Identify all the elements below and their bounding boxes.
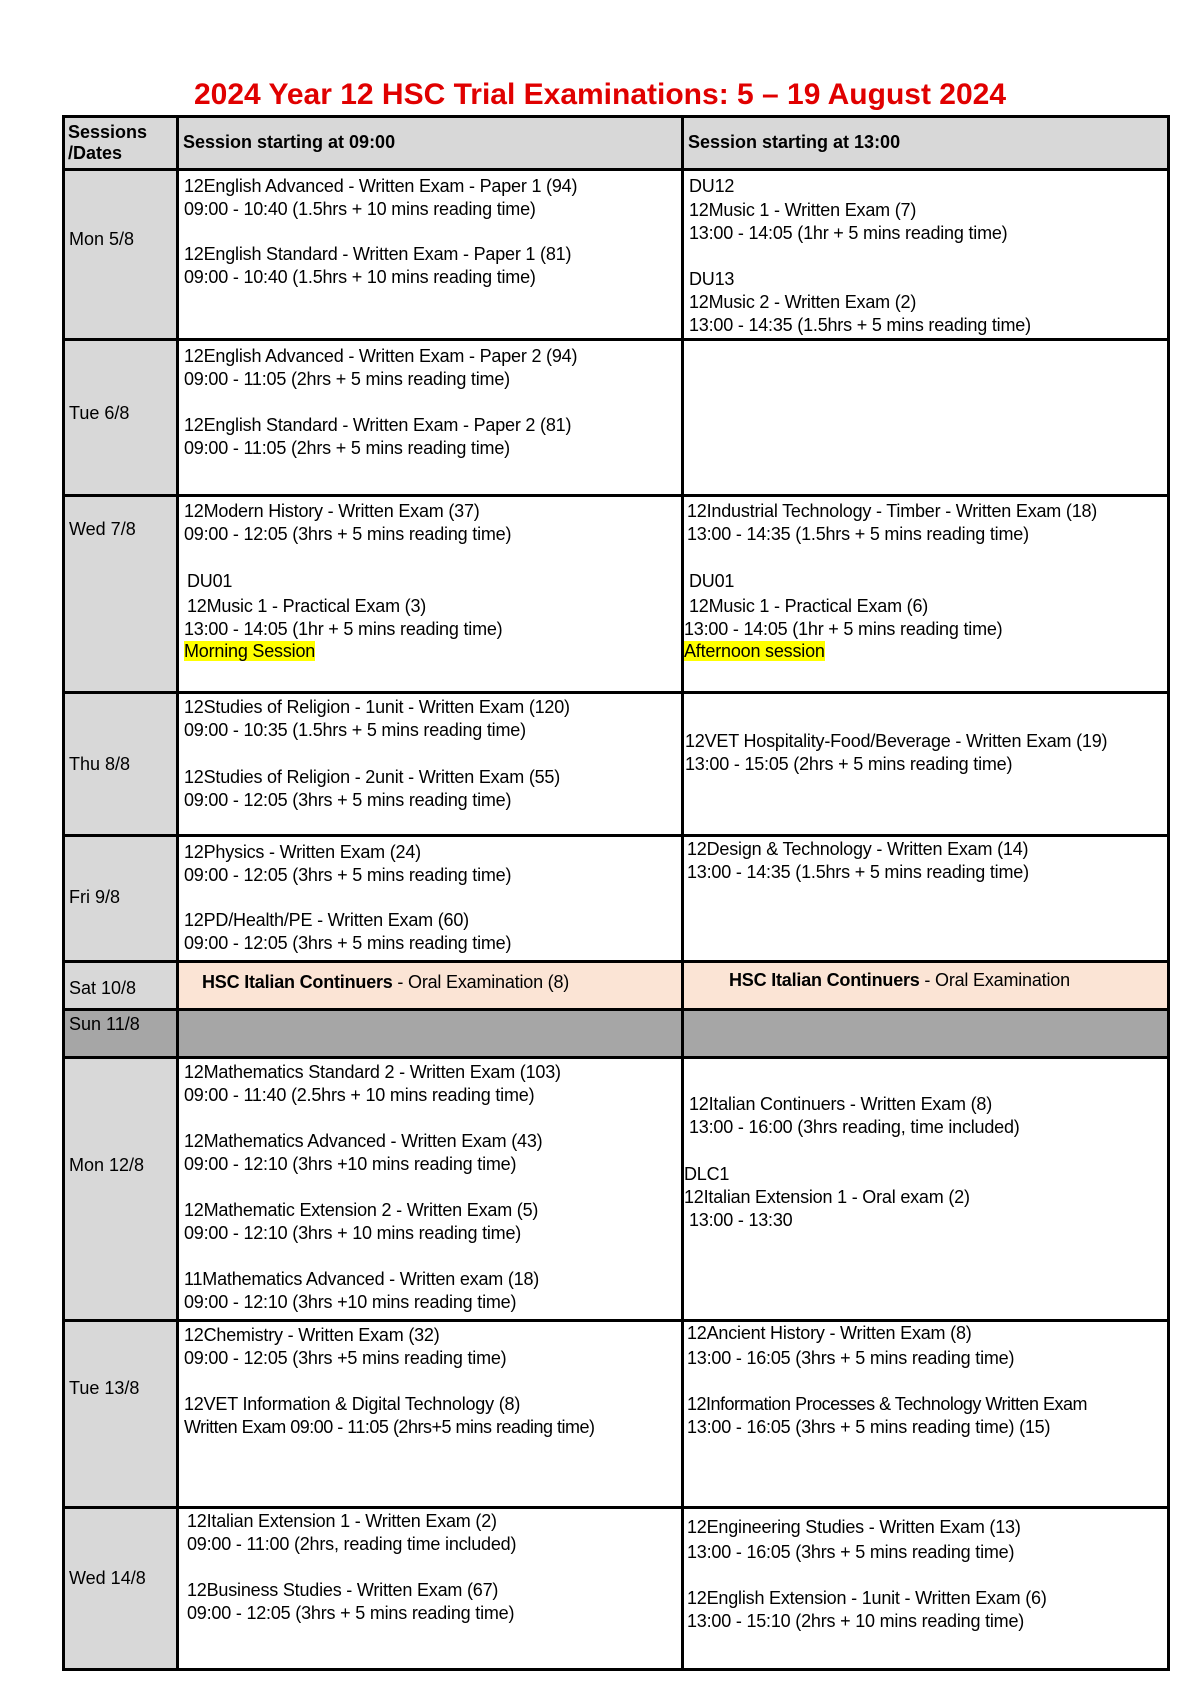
exam-line: 12Italian Extension 1 - Written Exam (2) [187,1511,497,1531]
row-date: Tue 13/8 [69,1378,140,1398]
exam-line: 13:00 - 14:05 (1hr + 5 mins reading time) [684,619,1003,639]
exam-line: 12Music 1 - Practical Exam (6) [689,596,929,616]
exam-title-bold: HSC Italian Continuers [202,972,393,992]
exam-line: 12Music 1 - Written Exam (7) [689,200,917,220]
room-code: DLC1 [684,1164,730,1184]
exam-line: 09:00 - 12:05 (3hrs + 5 mins reading time) [184,524,512,544]
exam-line: 13:00 - 14:35 (1.5hrs + 5 mins reading time) [689,315,1031,335]
header-afternoon-label: Session starting at 13:00 [688,132,901,152]
exam-line: 13:00 - 14:35 (1.5hrs + 5 mins reading time) [687,524,1029,544]
room-code: DU13 [689,269,735,289]
row-date: Tue 6/8 [69,403,130,423]
room-code: DU01 [689,571,735,591]
morning-cell [179,837,684,960]
exam-line: 13:00 - 15:10 (2hrs + 10 mins reading time) [687,1611,1025,1631]
table-row [65,171,1167,341]
exam-title-bold: HSC Italian Continuers [729,970,920,990]
room-code: DU01 [187,571,233,591]
afternoon-cell [684,837,1167,960]
exam-line: 12Italian Continuers - Written Exam (8) [689,1094,992,1114]
table-row [65,1059,1167,1322]
table-row [65,1011,1167,1059]
exam-line: 12Modern History - Written Exam (37) [184,501,480,521]
exam-line: 09:00 - 12:10 (3hrs +10 mins reading time) [184,1154,517,1174]
header-dates-line1: Sessions [68,122,148,142]
exam-line: 13:00 - 16:05 (3hrs + 5 mins reading time) [687,1348,1015,1368]
exam-line: 12Studies of Religion - 2unit - Written Exam (55) [184,767,561,787]
table-row [65,837,1167,963]
afternoon-cell [684,1011,1167,1056]
exam-line: 09:00 - 12:10 (3hrs +10 mins reading time) [184,1292,517,1312]
afternoon-cell [684,171,1167,338]
exam-line: 13:00 - 16:05 (3hrs + 5 mins reading time) [687,1542,1015,1562]
row-date: Sat 10/8 [69,978,137,998]
header-dates-cell [65,118,179,168]
exam-line: 09:00 - 10:40 (1.5hrs + 10 mins reading time) [184,199,536,219]
exam-line: 09:00 - 11:05 (2hrs + 5 mins reading time) [184,438,510,458]
header-afternoon-cell [684,118,1167,168]
morning-cell [179,694,684,834]
morning-cell [179,1322,684,1506]
morning-cell [179,341,684,494]
exam-line: 09:00 - 10:35 (1.5hrs + 5 mins reading time) [184,720,526,740]
afternoon-cell [684,497,1167,691]
table-row [65,497,1167,694]
exam-line: 09:00 - 11:05 (2hrs + 5 mins reading time) [184,369,510,389]
row-date: Thu 8/8 [69,754,131,774]
exam-line: 12Information Processes & Technology Written Exam [687,1394,1088,1414]
exam-line: 13:00 - 13:30 [689,1210,793,1230]
exam-line: 09:00 - 12:05 (3hrs + 5 mins reading time) [187,1603,515,1623]
exam-line: 13:00 - 14:05 (1hr + 5 mins reading time) [689,223,1008,243]
exam-line: 12Design & Technology - Written Exam (14) [687,839,1029,859]
page-title: 2024 Year 12 HSC Trial Examinations: 5 – 19 August 2024 [193,78,1007,111]
table-row [65,963,1167,1011]
exam-timetable [62,115,1170,1671]
row-date: Mon 5/8 [69,229,135,249]
table-header-row [65,118,1167,171]
exam-line: 13:00 - 15:05 (2hrs + 5 mins reading time) [685,754,1013,774]
exam-line: 09:00 - 12:05 (3hrs +5 mins reading time) [184,1348,507,1368]
exam-line: 13:00 - 14:05 (1hr + 5 mins reading time) [184,619,503,639]
morning-cell [179,1509,684,1668]
exam-line: 13:00 - 16:05 (3hrs + 5 mins reading time) (15) [687,1417,1051,1437]
exam-line: 12VET Hospitality-Food/Beverage - Written Exam (19) [685,731,1108,751]
morning-cell [179,1011,684,1056]
exam-line: 09:00 - 12:05 (3hrs + 5 mins reading time) [184,865,512,885]
row-date: Wed 7/8 [69,519,136,539]
exam-line: 12Chemistry - Written Exam (32) [184,1325,440,1345]
table-row [65,1322,1167,1509]
exam-line: 13:00 - 16:00 (3hrs reading, time included) [689,1117,1020,1137]
morning-cell [179,171,684,338]
row-date: Sun 11/8 [69,1014,140,1034]
exam-line: 12English Standard - Written Exam - Paper 2 (81) [184,415,572,435]
exam-line: Written Exam 09:00 - 11:05 (2hrs+5 mins reading time) [184,1417,595,1437]
exam-line: 09:00 - 12:05 (3hrs + 5 mins reading time) [184,790,512,810]
exam-line: 12Mathematics Standard 2 - Written Exam (103) [184,1062,561,1082]
exam-line: - Oral Examination (8) [392,972,570,992]
exam-line: 12Studies of Religion - 1unit - Written Exam (120) [184,697,570,717]
exam-line: 09:00 - 12:05 (3hrs + 5 mins reading time) [184,933,512,953]
afternoon-cell [684,1322,1167,1506]
exam-line: 11Mathematics Advanced - Written exam (18) [184,1269,540,1289]
exam-line: 12Music 2 - Written Exam (2) [689,292,917,312]
exam-line: 12Ancient History - Written Exam (8) [687,1323,972,1343]
header-morning-cell [179,118,684,168]
table-row [65,694,1167,837]
exam-line: 12English Advanced - Written Exam - Paper 2 (94) [184,346,578,366]
table-row [65,1509,1167,1668]
exam-line: 12Mathematic Extension 2 - Written Exam (5) [184,1200,539,1220]
morning-cell [179,1059,684,1319]
header-morning-label: Session starting at 09:00 [183,132,396,152]
row-date: Mon 12/8 [69,1155,145,1175]
exam-line: 12Music 1 - Practical Exam (3) [187,596,427,616]
exam-line: 12English Extension - 1unit - Written Exam (6) [687,1588,1047,1608]
exam-line: 12Industrial Technology - Timber - Written Exam (18) [687,501,1098,521]
exam-line: 12Physics - Written Exam (24) [184,842,421,862]
row-date: Wed 14/8 [69,1568,146,1588]
exam-line: 12Mathematics Advanced - Written Exam (43) [184,1131,543,1151]
exam-line: 12Italian Extension 1 - Oral exam (2) [684,1187,970,1207]
exam-line: 13:00 - 14:35 (1.5hrs + 5 mins reading time) [687,862,1029,882]
room-code: DU12 [689,176,735,196]
exam-line: 12English Standard - Written Exam - Paper 1 (81) [184,244,572,264]
exam-line: - Oral Examination [919,970,1070,990]
afternoon-cell [684,1059,1167,1319]
session-highlight: Morning Session [184,641,316,661]
exam-line: 09:00 - 10:40 (1.5hrs + 10 mins reading time) [184,267,536,287]
exam-line: 12English Advanced - Written Exam - Paper 1 (94) [184,176,578,196]
exam-line: 12VET Information & Digital Technology (8) [184,1394,521,1414]
afternoon-cell [684,694,1167,834]
exam-line: 12Business Studies - Written Exam (67) [187,1580,499,1600]
morning-cell [179,963,684,1008]
row-date: Fri 9/8 [69,887,121,907]
session-highlight: Afternoon session [684,641,825,661]
table-row [65,341,1167,497]
header-dates-line2: /Dates [68,143,123,163]
afternoon-cell [684,963,1167,1008]
afternoon-cell [684,341,1167,494]
exam-line: 12Engineering Studies - Written Exam (13) [687,1517,1021,1537]
morning-cell [179,497,684,691]
exam-line: 09:00 - 12:10 (3hrs + 10 mins reading time) [184,1223,522,1243]
exam-line: 09:00 - 11:40 (2.5hrs + 10 mins reading time) [184,1085,535,1105]
afternoon-cell [684,1509,1167,1668]
exam-line: 09:00 - 11:00 (2hrs, reading time included) [187,1534,517,1554]
exam-line: 12PD/Health/PE - Written Exam (60) [184,910,469,930]
